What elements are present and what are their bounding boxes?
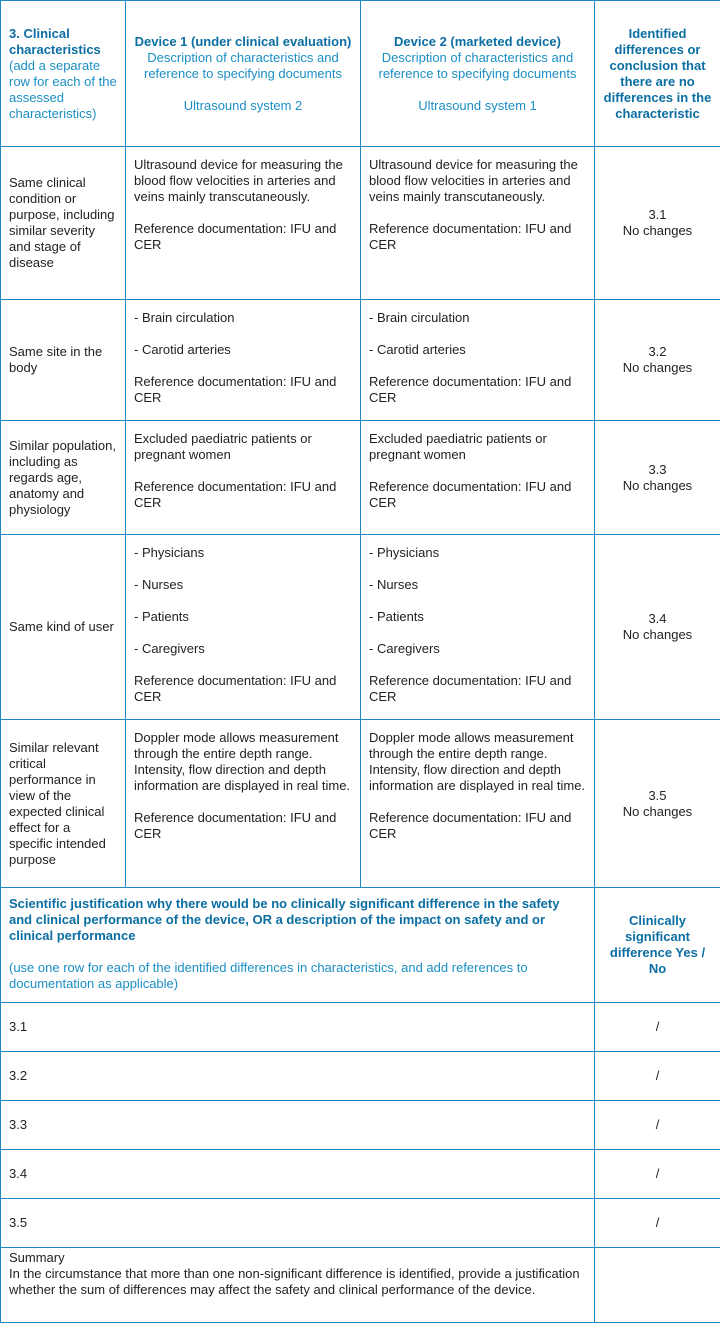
result-text: No changes <box>622 223 693 238</box>
justification-row <box>1 1101 720 1150</box>
device1-line: - Carotid arteries <box>134 342 231 357</box>
justification-number: 3.4 <box>1 1150 595 1199</box>
device1-line: Reference documentation: IFU and CER <box>134 374 337 405</box>
result-cell <box>595 421 720 535</box>
justification-number: 3.1 <box>1 1003 595 1052</box>
device1-desc: Description of characteristics and reference to specifying documents <box>144 49 342 81</box>
col-header-device2 <box>361 1 595 147</box>
device2-line: Reference documentation: IFU and CER <box>369 810 572 841</box>
device1-line: Reference documentation: IFU and CER <box>134 810 337 841</box>
row-label: Same clinical condition or purpose, including similar severity and stage of disease <box>1 147 126 300</box>
device2-line: - Nurses <box>369 577 419 592</box>
result-number: 3.1 <box>648 207 667 222</box>
device2-cell <box>361 147 595 300</box>
device1-line: Excluded paediatric patients or pregnant women <box>134 431 312 462</box>
justification-header <box>1 888 595 1003</box>
device1-cell <box>126 535 361 720</box>
device1-line: Reference documentation: IFU and CER <box>134 221 337 252</box>
device1-cell <box>126 300 361 421</box>
device2-line: Reference documentation: IFU and CER <box>369 479 572 510</box>
table-row <box>1 300 720 421</box>
result-cell <box>595 300 720 421</box>
summary-row <box>1 1248 720 1323</box>
device2-cell <box>361 720 595 888</box>
justification-row <box>1 1052 720 1101</box>
device1-cell <box>126 421 361 535</box>
device1-line: - Brain circulation <box>134 310 235 325</box>
device2-line: Doppler mode allows measurement through the entire depth range. Intensity, flow direction and depth information are displayed in real time. <box>369 730 586 793</box>
device1-line: Reference documentation: IFU and CER <box>134 479 337 510</box>
result-number: 3.2 <box>648 344 667 359</box>
device1-line: - Physicians <box>134 545 205 560</box>
summary-empty-cell <box>595 1248 720 1323</box>
device2-line: - Caregivers <box>369 641 440 656</box>
result-cell <box>595 720 720 888</box>
device2-line: Reference documentation: IFU and CER <box>369 221 572 252</box>
result-text: No changes <box>622 477 693 493</box>
significance-value: / <box>595 1150 720 1199</box>
device1-name: Ultrasound system 2 <box>183 97 303 113</box>
row-label: Same kind of user <box>1 535 126 720</box>
device2-desc: Description of characteristics and reference to specifying documents <box>378 49 577 81</box>
col-header-device1 <box>126 1 361 147</box>
table-row <box>1 147 720 300</box>
device2-line: - Carotid arteries <box>369 342 466 357</box>
device2-cell <box>361 300 595 421</box>
device2-line: Excluded paediatric patients or pregnant women <box>369 431 547 462</box>
summary-text: In the circumstance that more than one non-significant difference is identified, provide a justification whether the sum of differences may affect the safety and clinical performance of the device. <box>9 1266 580 1297</box>
result-number: 3.5 <box>648 787 667 803</box>
device2-line: Reference documentation: IFU and CER <box>369 374 572 405</box>
device2-name: Ultrasound system 1 <box>418 97 537 113</box>
device2-cell <box>361 535 595 720</box>
justification-title: Scientific justification why there would be no clinically significant difference in the safety and clinical performance of the device, OR a description of the impact on safety and or clinical performance <box>9 896 560 943</box>
clinically-significant-header: Clinically significant difference Yes / No <box>595 888 720 1003</box>
significance-value: / <box>595 1101 720 1150</box>
result-text: No changes <box>622 803 693 819</box>
justification-number: 3.2 <box>1 1052 595 1101</box>
result-text: No changes <box>622 627 693 642</box>
significance-value: / <box>595 1199 720 1248</box>
result-text: No changes <box>622 360 693 375</box>
row-label: Similar relevant critical performance in view of the expected clinical effect for a specific intended purpose <box>1 720 126 888</box>
device1-line: - Patients <box>134 609 189 624</box>
device2-cell <box>361 421 595 535</box>
justification-row <box>1 1150 720 1199</box>
col-header-differences: Identified differences or conclusion that there are no differences in the characteristic <box>595 1 720 147</box>
table-row <box>1 720 720 888</box>
result-number: 3.3 <box>648 461 667 477</box>
result-number: 3.4 <box>648 611 667 626</box>
row-label: Same site in the body <box>1 300 126 421</box>
significance-value: / <box>595 1003 720 1052</box>
col-header-characteristics-note: (add a separate row for each of the assessed characteristics) <box>9 57 117 121</box>
device1-title: Device 1 (under clinical evaluation) <box>134 33 352 49</box>
col-header-characteristics-title: 3. Clinical characteristics <box>9 25 101 57</box>
result-cell <box>595 535 720 720</box>
table-row <box>1 421 720 535</box>
device1-line: - Caregivers <box>134 641 205 656</box>
result-cell <box>595 147 720 300</box>
device1-line: Ultrasound device for measuring the blood flow velocities in arteries and veins mainly transcutaneously. <box>134 157 343 204</box>
justification-row <box>1 1199 720 1248</box>
device1-cell <box>126 147 361 300</box>
justification-header-row <box>1 888 720 1003</box>
device1-line: Doppler mode allows measurement through the entire depth range. Intensity, flow direction and depth information are displayed in real time. <box>134 730 351 793</box>
significance-value: / <box>595 1052 720 1101</box>
row-label: Similar population, including as regards age, anatomy and physiology <box>1 421 126 535</box>
device2-line: Ultrasound device for measuring the blood flow velocities in arteries and veins mainly transcutaneously. <box>369 157 578 204</box>
col-header-characteristics <box>1 1 126 147</box>
justification-number: 3.3 <box>1 1101 595 1150</box>
device1-line: - Nurses <box>134 577 184 592</box>
device1-line: Reference documentation: IFU and CER <box>134 673 337 704</box>
header-row <box>1 1 720 147</box>
device2-line: Reference documentation: IFU and CER <box>369 673 572 704</box>
summary-label: Summary <box>9 1250 65 1265</box>
device1-cell <box>126 720 361 888</box>
device2-line: - Brain circulation <box>369 310 470 325</box>
justification-note: (use one row for each of the identified differences in characteristics, and add references to documentation as applicable) <box>9 960 528 991</box>
summary-cell <box>1 1248 595 1323</box>
device2-line: - Physicians <box>369 545 440 560</box>
justification-row <box>1 1003 720 1052</box>
device2-title: Device 2 (marketed device) <box>394 33 561 49</box>
justification-number: 3.5 <box>1 1199 595 1248</box>
device2-line: - Patients <box>369 609 424 624</box>
table-row <box>1 535 720 720</box>
